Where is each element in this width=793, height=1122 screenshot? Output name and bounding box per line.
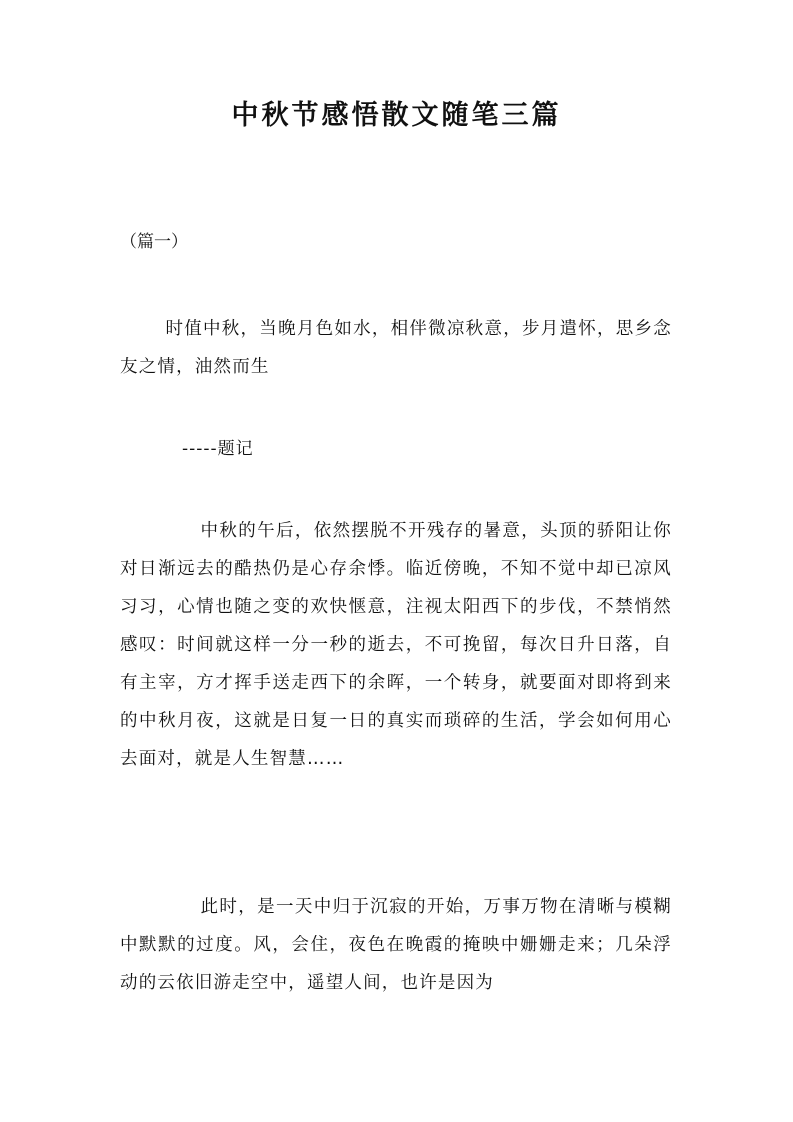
section-label: （篇一） — [120, 232, 188, 252]
epigraph: -----题记 — [182, 439, 254, 459]
paragraph-afternoon: 中秋的午后，依然摆脱不开残存的暑意，头顶的骄阳让你对日渐远去的酷热仍是心存余悸。临近傍晚，不知不觉中却已凉风习习，心情也随之变的欢快惬意，注视太阳西下的步伐，不禁悄然感叹：时间就这样一分一秒的逝去，不可挽留，每次日升日落，自有主宰，方才挥手送走西下的余晖，一个转身，就要面对即将到来的中秋月夜，这就是日复一日的真实而琐碎的生活，学会如何用心去面对，就是人生智慧…… — [120, 521, 672, 769]
paragraph-intro: 时值中秋，当晚月色如水，相伴微凉秋意，步月遣怀，思乡念友之情，油然而生 — [120, 319, 672, 377]
paragraph-dusk: 此时，是一天中归于沉寂的开始，万事万物在清晰与模糊中默默的过度。风，会住，夜色在晚霞的掩映中姗姗走来；几朵浮动的云依旧游走空中，遥望人间，也许是因为 — [120, 897, 672, 993]
document-title: 中秋节感悟散文随笔三篇 — [231, 100, 562, 131]
